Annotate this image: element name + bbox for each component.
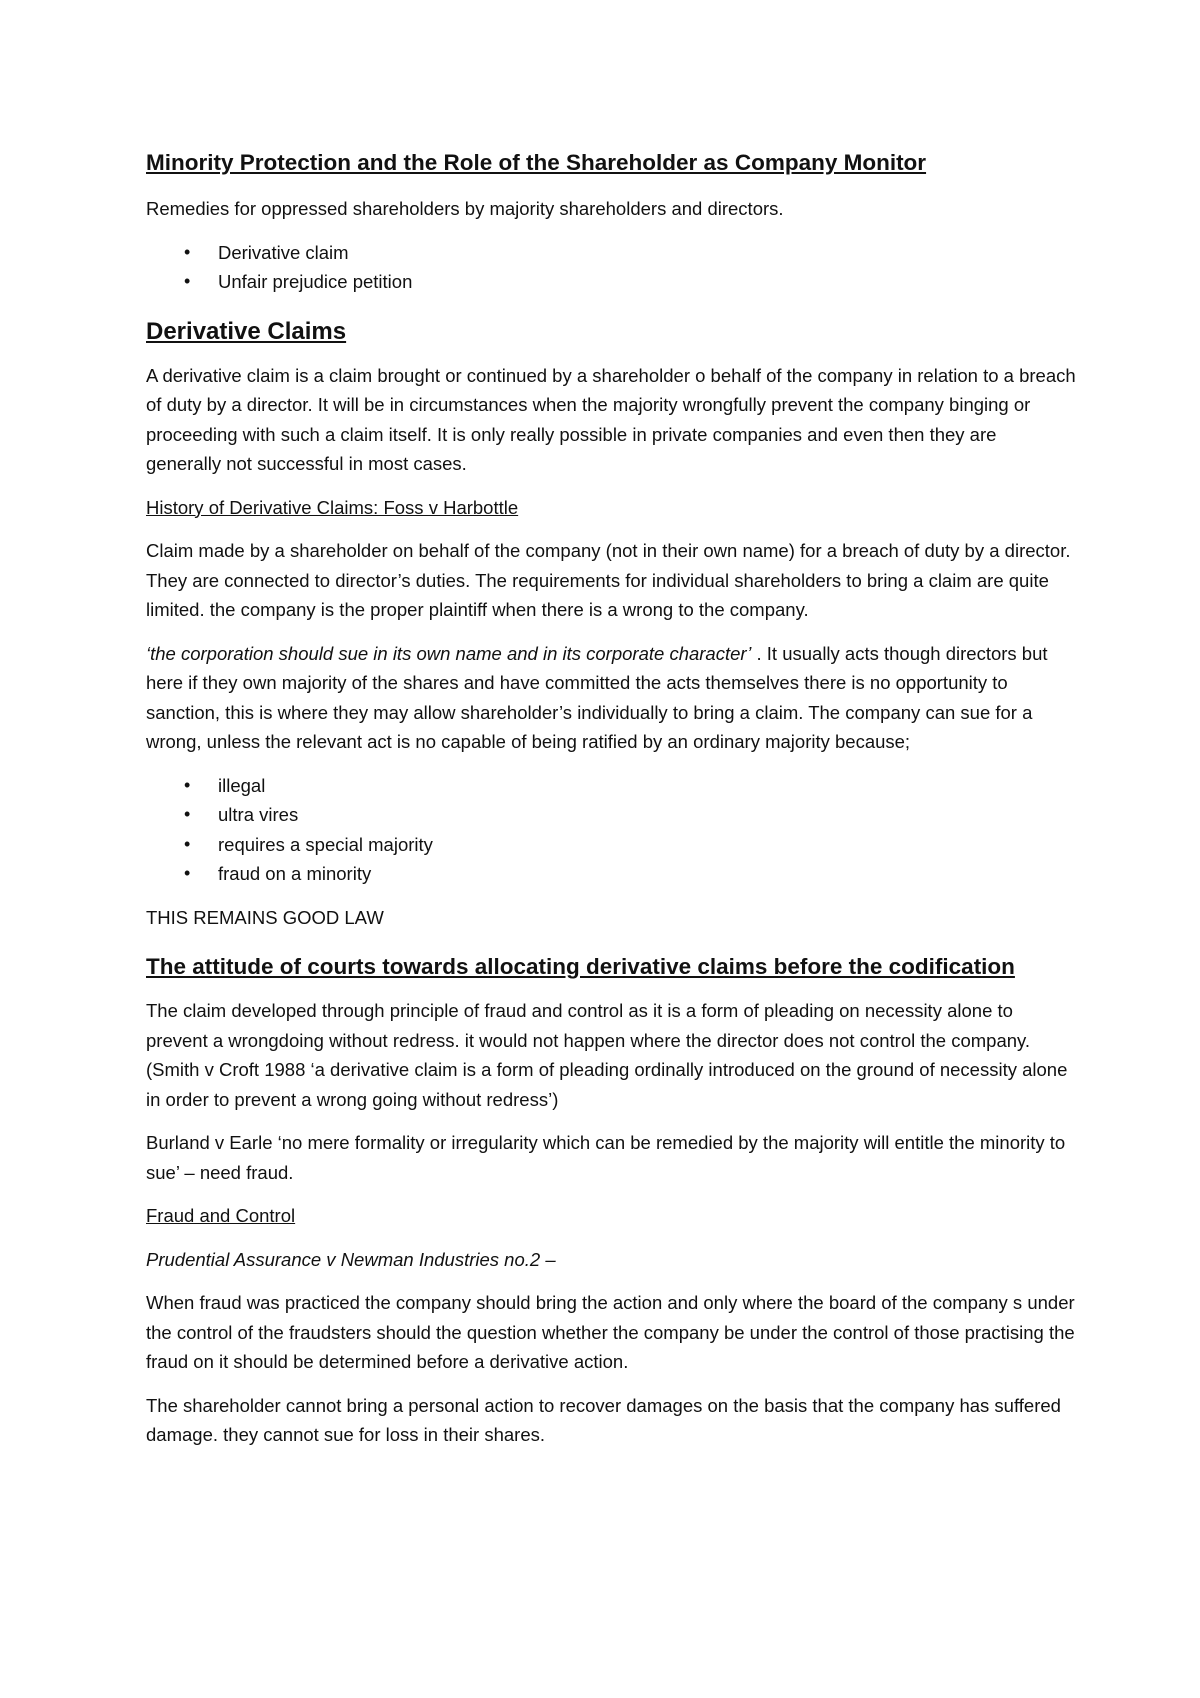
section-heading-derivative-claims: Derivative Claims <box>146 317 347 345</box>
paragraph-text: . It usually acts though directors but here if they own majority of the shares and have committed the acts themselves there is no opportunity to sanction, this is where they may allow shareholder’s individually to bring a claim. The company can sue for a wrong, unless the relevant act is no capable of being ratified by an ordinary majority because; <box>146 642 1048 752</box>
quote: ‘the corporation should sue in its own name and in its corporate character’ <box>146 642 752 664</box>
document-page <box>146 148 1076 1464</box>
subheading-foss-v-harbottle: History of Derivative Claims: Foss v Harbottle <box>146 496 519 518</box>
paragraph: The claim developed through principle of fraud and control as it is a form of pleading on necessity alone to prevent a wrongdoing without redress. it would not happen where the director does not control the company. (Smith v Croft 1988 ‘a derivative claim is a form of pleading ordinally introduced on the ground of necessity alone in order to prevent a wrong going without redress’) <box>146 1000 1068 1110</box>
paragraph: Burland v Earle ‘no mere formality or irregularity which can be remedied by the majority will entitle the minority to sue’ – need fraud. <box>146 1132 1066 1183</box>
list-item: • fraud on a minority <box>146 859 1076 889</box>
case-citation: Prudential Assurance v Newman Industries no.2 – <box>146 1248 556 1270</box>
paragraph: When fraud was practiced the company should bring the action and only where the board of the company s under the control of the fraudsters should the question whether the company be under the control of those practising the fraud on it should be determined before a derivative action. <box>146 1292 1075 1372</box>
paragraph: Claim made by a shareholder on behalf of the company (not in their own name) for a breach of duty by a director. They are connected to director’s duties. The requirements for individual shareholders to bring a claim are quite limited. the company is the proper plaintiff when there is a wrong to the company. <box>146 540 1071 620</box>
list-item: • illegal <box>146 771 1076 801</box>
paragraph: A derivative claim is a claim brought or continued by a shareholder o behalf of the company in relation to a breach of duty by a director. It will be in circumstances when the majority wrongfully prevent the company binging or proceeding with such a claim itself. It is only really possible in private companies and even then they are generally not successful in most cases. <box>146 364 1076 474</box>
good-law-note: THIS REMAINS GOOD LAW <box>146 906 384 928</box>
list-item: • ultra vires <box>146 800 1076 830</box>
exceptions-list <box>146 771 1076 889</box>
section-heading-attitude-of-courts: The attitude of courts towards allocating derivative claims before the codification <box>146 954 1015 979</box>
paragraph: The shareholder cannot bring a personal action to recover damages on the basis that the company has suffered damage. they cannot sue for loss in their shares. <box>146 1394 1061 1445</box>
document-title: Minority Protection and the Role of the Shareholder as Company Monitor <box>146 150 927 175</box>
list-item: • requires a special majority <box>146 830 1076 860</box>
remedies-list <box>146 238 1076 297</box>
intro-paragraph: Remedies for oppressed shareholders by majority shareholders and directors. <box>146 198 784 219</box>
subheading-fraud-and-control: Fraud and Control <box>146 1205 296 1226</box>
paragraph <box>146 639 1076 757</box>
list-item: • Unfair prejudice petition <box>146 267 1076 297</box>
list-item: • Derivative claim <box>146 238 1076 268</box>
